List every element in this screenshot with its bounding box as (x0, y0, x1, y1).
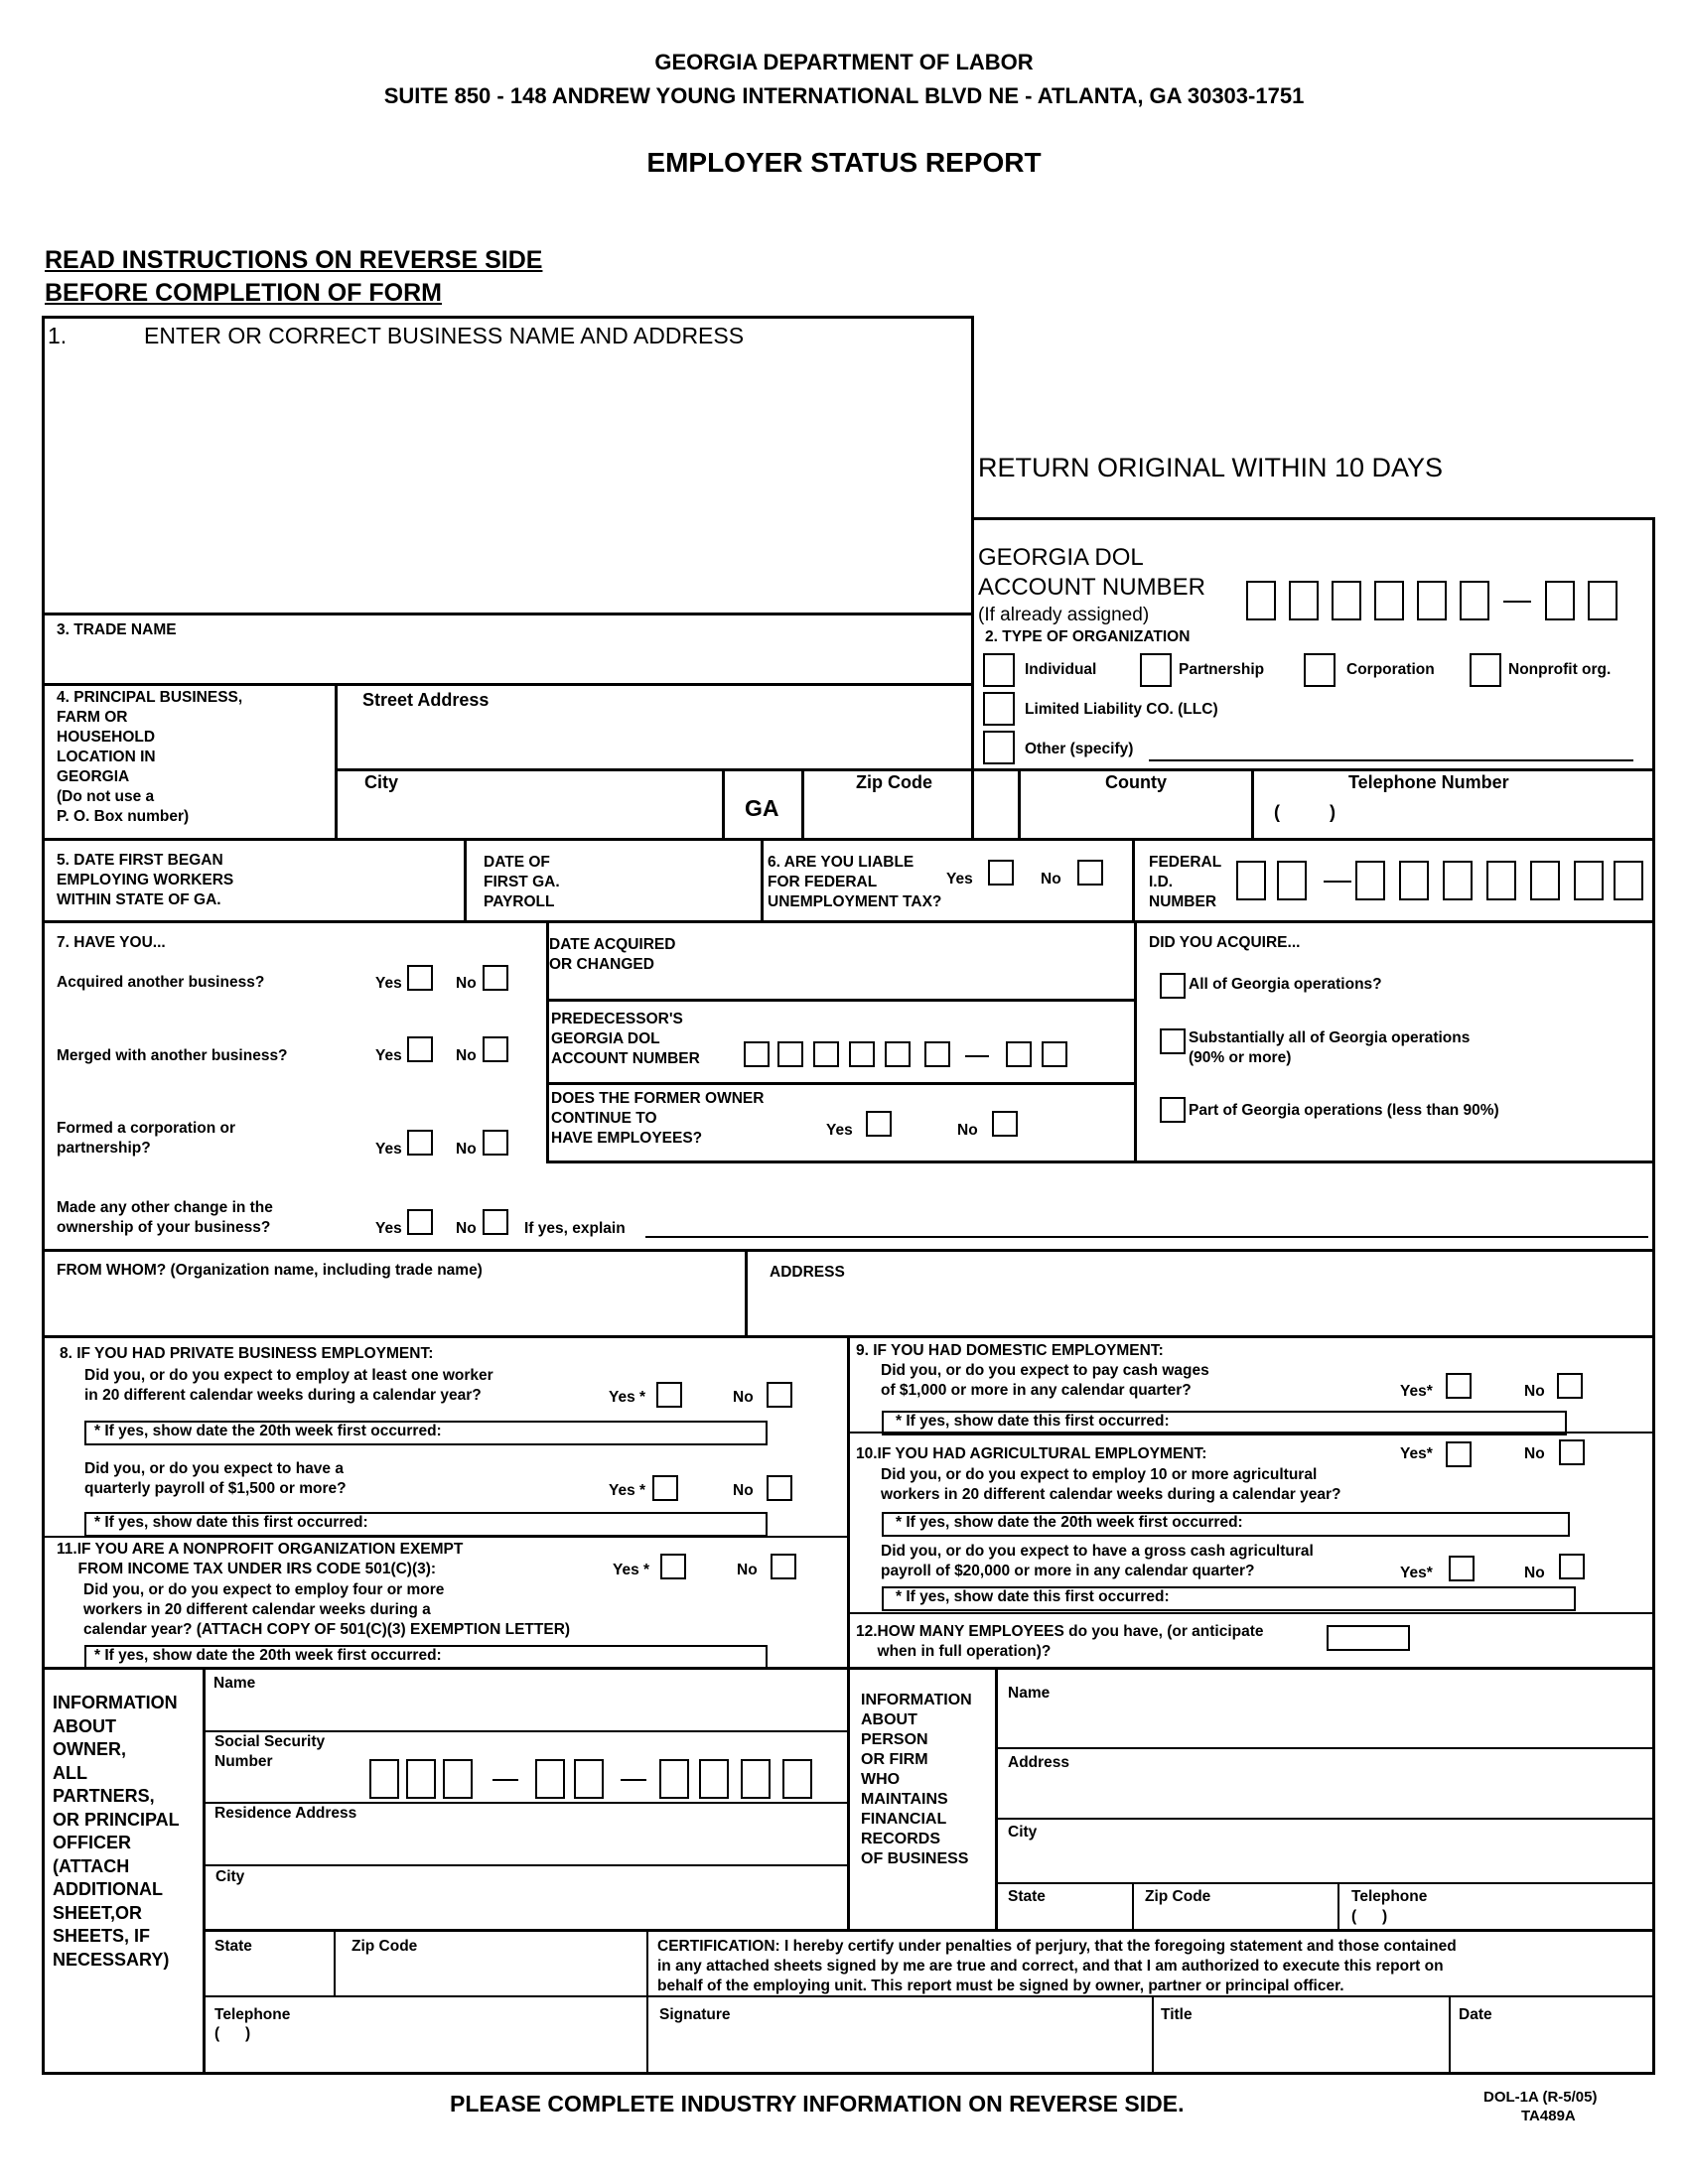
no-label: No (957, 1122, 978, 1139)
account-number-label-3: (If already assigned) (978, 605, 1150, 625)
agricultural-q2-no-checkbox[interactable] (1559, 1554, 1585, 1579)
account-digit-box[interactable] (1588, 581, 1618, 620)
explain-line[interactable] (645, 1236, 1648, 1238)
owner-zip-label: Zip Code (352, 1938, 418, 1955)
nonprofit-label: 11.IF YOU ARE A NONPROFIT ORGANIZATION EXEMPT FROM INCOME TAX UNDER IRS CODE 501(C)(3): (57, 1541, 464, 1577)
account-digit-box[interactable] (1289, 581, 1319, 620)
yes-label: Yes (375, 1220, 402, 1237)
from-whom-label: FROM WHOM? (Organization name, including trade name) (57, 1262, 483, 1279)
part-operations-label: Part of Georgia operations (less than 90%) (1189, 1102, 1499, 1119)
read-instructions-2: BEFORE COMPLETION OF FORM (45, 279, 442, 307)
partnership-checkbox[interactable] (1140, 653, 1172, 687)
date-first-employing-label: 5. DATE FIRST BEGAN EMPLOYING WORKERS WITHIN STATE OF GA. (57, 852, 234, 908)
dept-name: GEORGIA DEPARTMENT OF LABOR (654, 50, 1034, 74)
nonprofit-checkbox[interactable] (1470, 653, 1501, 687)
ssn-digit-box[interactable] (699, 1759, 729, 1799)
employee-count-box[interactable] (1327, 1625, 1410, 1651)
individual-label: Individual (1025, 661, 1097, 678)
domestic-question: Did you, or do you expect to pay cash wages of $1,000 or more in any calendar quarter? (881, 1362, 1209, 1399)
section-1-number: 1. (48, 323, 68, 348)
section-1-label: ENTER OR CORRECT BUSINESS NAME AND ADDRESS (144, 323, 745, 348)
corporation-checkbox[interactable] (1304, 653, 1336, 687)
no-label: No (733, 1389, 754, 1406)
agricultural-employment-label: 10.IF YOU HAD AGRICULTURAL EMPLOYMENT: (856, 1445, 1207, 1462)
form-code: TA489A (1521, 2108, 1576, 2124)
private-q2: Did you, or do you expect to have a quarterly payroll of $1,500 or more? (84, 1460, 347, 1497)
state-ga-label: GA (745, 795, 779, 821)
formed-corp-no-checkbox[interactable] (483, 1130, 508, 1156)
account-digit-box[interactable] (1460, 581, 1489, 620)
corporation-label: Corporation (1346, 661, 1435, 678)
account-number-label-2: ACCOUNT NUMBER (978, 574, 1205, 601)
ssn-digit-box[interactable] (659, 1759, 689, 1799)
county-label: County (1105, 772, 1167, 792)
nonprofit-note: * If yes, show date the 20th week first occurred: (94, 1647, 442, 1664)
telephone-parens: ( ) (1274, 802, 1336, 822)
all-operations-label: All of Georgia operations? (1189, 976, 1382, 993)
federal-id-label: FEDERAL I.D. NUMBER (1149, 854, 1222, 910)
signature-label: Signature (659, 2006, 731, 2023)
federal-tax-label: 6. ARE YOU LIABLE FOR FEDERAL UNEMPLOYMENT TAX? (768, 854, 942, 910)
agricultural-q1-note: * If yes, show date the 20th week first occurred: (896, 1514, 1243, 1531)
all-operations-checkbox[interactable] (1160, 973, 1186, 999)
residence-address-label: Residence Address (214, 1805, 357, 1822)
private-employment-label: 8. IF YOU HAD PRIVATE BUSINESS EMPLOYMENT: (60, 1345, 434, 1362)
page-title: EMPLOYER STATUS REPORT (646, 147, 1042, 178)
pred-account-box[interactable] (1042, 1041, 1067, 1067)
federal-tax-no-label: No (1041, 871, 1061, 887)
records-zip-label: Zip Code (1145, 1888, 1211, 1905)
domestic-no-checkbox[interactable] (1557, 1373, 1583, 1399)
other-change-yes-checkbox[interactable] (407, 1209, 433, 1235)
federal-id-digit-box[interactable] (1530, 861, 1560, 900)
private-q1-no-checkbox[interactable] (767, 1382, 792, 1408)
records-telephone-parens: ( ) (1351, 1908, 1388, 1925)
other-org-checkbox[interactable] (983, 731, 1015, 764)
no-label: No (456, 975, 477, 992)
records-telephone-label: Telephone (1351, 1888, 1428, 1905)
part-operations-checkbox[interactable] (1160, 1097, 1186, 1123)
federal-id-digit-box[interactable] (1443, 861, 1473, 900)
former-owner-yes-checkbox[interactable] (866, 1111, 892, 1137)
owner-city-label: City (215, 1868, 245, 1885)
pred-account-box[interactable] (813, 1041, 839, 1067)
llc-checkbox[interactable] (983, 692, 1015, 726)
yes-label: Yes (375, 1141, 402, 1158)
partnership-label: Partnership (1179, 661, 1265, 678)
federal-tax-yes-checkbox[interactable] (988, 860, 1014, 886)
no-label: No (733, 1482, 754, 1499)
agricultural-q1-no-checkbox[interactable] (1559, 1439, 1585, 1465)
return-notice: RETURN ORIGINAL WITHIN 10 DAYS (978, 453, 1444, 482)
city-label: City (364, 772, 399, 792)
nonprofit-label: Nonprofit org. (1508, 661, 1612, 678)
title-label: Title (1161, 2006, 1193, 2023)
formed-corp-question: Formed a corporation or partnership? (57, 1120, 235, 1157)
federal-id-digit-box[interactable] (1486, 861, 1516, 900)
federal-id-digit-box[interactable] (1236, 861, 1266, 900)
yes-label: Yes * (613, 1562, 650, 1578)
records-city-label: City (1008, 1824, 1038, 1841)
records-info-heading: INFORMATION ABOUT PERSON OR FIRM WHO MAINTAINS FINANCIAL RECORDS OF BUSINESS (861, 1692, 972, 1867)
owner-state-label: State (214, 1938, 252, 1955)
acquired-yes-checkbox[interactable] (407, 965, 433, 991)
account-digit-box[interactable] (1246, 581, 1276, 620)
business-name-address-field[interactable] (46, 353, 969, 611)
private-q1-yes-checkbox[interactable] (656, 1382, 682, 1408)
records-name-label: Name (1008, 1685, 1051, 1702)
industry-info-notice: PLEASE COMPLETE INDUSTRY INFORMATION ON REVERSE SIDE. (450, 2091, 1185, 2116)
federal-id-digit-box[interactable] (1614, 861, 1643, 900)
records-state-label: State (1008, 1888, 1046, 1905)
certification-text: CERTIFICATION: I hereby certify under penalties of perjury, that the foregoing statement and those contained in any attached sheets signed by me are true and correct, and that I am authorized to execute this report on behalf of the employing unit. This report must be signed by owner, partner or principal officer. (657, 1938, 1457, 1994)
pred-account-box[interactable] (777, 1041, 803, 1067)
merged-yes-checkbox[interactable] (407, 1036, 433, 1062)
private-q2-note: * If yes, show date this first occurred: (94, 1514, 368, 1531)
no-label: No (456, 1220, 477, 1237)
yes-label: Yes (375, 975, 402, 992)
pred-account-box[interactable] (1006, 1041, 1032, 1067)
agricultural-q2-note: * If yes, show date this first occurred: (896, 1588, 1170, 1605)
yes-label: Yes (375, 1047, 402, 1064)
private-q1: Did you, or do you expect to employ at least one worker in 20 different calendar weeks during a calendar year? (84, 1367, 493, 1404)
no-label: No (737, 1562, 758, 1578)
yes-label: Yes (826, 1122, 853, 1139)
other-change-question: Made any other change in the ownership of your business? (57, 1199, 273, 1236)
date-acquired-label: DATE ACQUIRED OR CHANGED (549, 936, 676, 973)
predecessor-account-label: PREDECESSOR'S GEORGIA DOL ACCOUNT NUMBER (551, 1011, 700, 1067)
employee-count-label: 12.HOW MANY EMPLOYEES do you have, (or anticipate when in full operation)? (856, 1623, 1264, 1660)
individual-checkbox[interactable] (983, 653, 1015, 687)
nonprofit-no-checkbox[interactable] (771, 1554, 796, 1579)
ssn-digit-box[interactable] (574, 1759, 604, 1799)
records-address-label: Address (1008, 1754, 1070, 1771)
telephone-label: Telephone Number (1348, 772, 1509, 792)
ssn-digit-box[interactable] (406, 1759, 436, 1799)
llc-label: Limited Liability CO. (LLC) (1025, 701, 1218, 718)
account-number-label-1: GEORGIA DOL (978, 544, 1144, 571)
pred-account-box[interactable] (885, 1041, 911, 1067)
agricultural-q1-yes-checkbox[interactable] (1446, 1441, 1472, 1467)
owner-telephone-label: Telephone (214, 2006, 291, 2023)
date-label: Date (1459, 2006, 1492, 2023)
owner-telephone-parens: ( ) (214, 2025, 251, 2042)
substantially-all-label: Substantially all of Georgia operations (90% or more) (1189, 1029, 1471, 1066)
nonprofit-yes-checkbox[interactable] (660, 1554, 686, 1579)
if-yes-explain-label: If yes, explain (524, 1220, 626, 1237)
form-id: DOL-1A (R-5/05) (1483, 2089, 1598, 2106)
account-digit-box[interactable] (1374, 581, 1404, 620)
from-address-label: ADDRESS (770, 1264, 845, 1281)
domestic-employment-label: 9. IF YOU HAD DOMESTIC EMPLOYMENT: (856, 1342, 1164, 1359)
merged-question: Merged with another business? (57, 1047, 288, 1064)
account-digit-box[interactable] (1545, 581, 1575, 620)
ssn-digit-box[interactable] (535, 1759, 565, 1799)
ssn-digit-box[interactable] (443, 1759, 473, 1799)
account-digit-box[interactable] (1332, 581, 1361, 620)
no-label: No (456, 1141, 477, 1158)
agricultural-q2-yes-checkbox[interactable] (1449, 1556, 1475, 1581)
principal-location-label: 4. PRINCIPAL BUSINESS, FARM OR HOUSEHOLD LOCATION IN GEORGIA (Do not use a P. O. Box number) (57, 689, 243, 825)
trade-name-label: 3. TRADE NAME (57, 621, 177, 638)
yes-label: Yes* (1400, 1445, 1433, 1462)
pred-account-box[interactable] (744, 1041, 770, 1067)
other-org-line[interactable] (1149, 759, 1633, 761)
read-instructions-1: READ INSTRUCTIONS ON REVERSE SIDE (45, 246, 543, 274)
private-q2-yes-checkbox[interactable] (652, 1475, 678, 1501)
no-label: No (1524, 1445, 1545, 1462)
yes-label: Yes* (1400, 1565, 1433, 1581)
substantially-all-checkbox[interactable] (1160, 1028, 1186, 1054)
org-type-label: 2. TYPE OF ORGANIZATION (985, 628, 1191, 645)
no-label: No (1524, 1565, 1545, 1581)
domestic-yes-checkbox[interactable] (1446, 1373, 1472, 1399)
dept-address: SUITE 850 - 148 ANDREW YOUNG INTERNATIONAL BLVD NE - ATLANTA, GA 30303-1751 (383, 83, 1305, 108)
federal-tax-yes-label: Yes (946, 871, 973, 887)
ssn-digit-box[interactable] (741, 1759, 771, 1799)
owner-info-heading: INFORMATION ABOUT OWNER, ALL PARTNERS, OR PRINCIPAL OFFICER (ATTACH ADDITIONAL SHEET,OR SHEETS, IF NECESSARY) (53, 1693, 180, 1970)
formed-corp-yes-checkbox[interactable] (407, 1130, 433, 1156)
yes-label: Yes * (609, 1389, 646, 1406)
agricultural-q2: Did you, or do you expect to have a gross cash agricultural payroll of $20,000 or more in any calendar quarter? (881, 1543, 1314, 1579)
federal-id-digit-box[interactable] (1355, 861, 1385, 900)
first-payroll-label: DATE OF FIRST GA. PAYROLL (484, 854, 560, 910)
private-q2-no-checkbox[interactable] (767, 1475, 792, 1501)
other-org-label: Other (specify) (1025, 741, 1134, 757)
federal-id-digit-box[interactable] (1399, 861, 1429, 900)
acquired-no-checkbox[interactable] (483, 965, 508, 991)
federal-id-digit-box[interactable] (1277, 861, 1307, 900)
yes-label: Yes * (609, 1482, 646, 1499)
former-owner-label: DOES THE FORMER OWNER CONTINUE TO HAVE EMPLOYEES? (551, 1090, 765, 1147)
pred-account-box[interactable] (849, 1041, 875, 1067)
ssn-digit-box[interactable] (782, 1759, 812, 1799)
merged-no-checkbox[interactable] (483, 1036, 508, 1062)
have-you-label: 7. HAVE YOU... (57, 934, 166, 951)
federal-id-digit-box[interactable] (1574, 861, 1604, 900)
federal-tax-no-checkbox[interactable] (1077, 860, 1103, 886)
former-owner-no-checkbox[interactable] (992, 1111, 1018, 1137)
nonprofit-question: Did you, or do you expect to employ four or more workers in 20 different calendar weeks during a calendar year? (ATTACH COPY OF 501(C)(3) EXEMPTION LETTER) (83, 1581, 571, 1638)
owner-name-label: Name (213, 1675, 256, 1692)
did-you-acquire-label: DID YOU ACQUIRE... (1149, 934, 1301, 951)
yes-label: Yes* (1400, 1383, 1433, 1400)
other-change-no-checkbox[interactable] (483, 1209, 508, 1235)
zip-code-label: Zip Code (856, 772, 932, 792)
private-q1-note: * If yes, show date the 20th week first occurred: (94, 1423, 442, 1439)
account-digit-box[interactable] (1417, 581, 1447, 620)
agricultural-q1: Did you, or do you expect to employ 10 or more agricultural workers in 20 different calendar weeks during a calendar year? (881, 1466, 1341, 1503)
street-address-label: Street Address (362, 690, 490, 710)
no-label: No (456, 1047, 477, 1064)
acquired-question: Acquired another business? (57, 974, 265, 991)
pred-account-box[interactable] (924, 1041, 950, 1067)
owner-ssn-label: Social Security Number (214, 1733, 326, 1770)
no-label: No (1524, 1383, 1545, 1400)
ssn-digit-box[interactable] (369, 1759, 399, 1799)
domestic-note: * If yes, show date this first occurred: (896, 1413, 1170, 1430)
